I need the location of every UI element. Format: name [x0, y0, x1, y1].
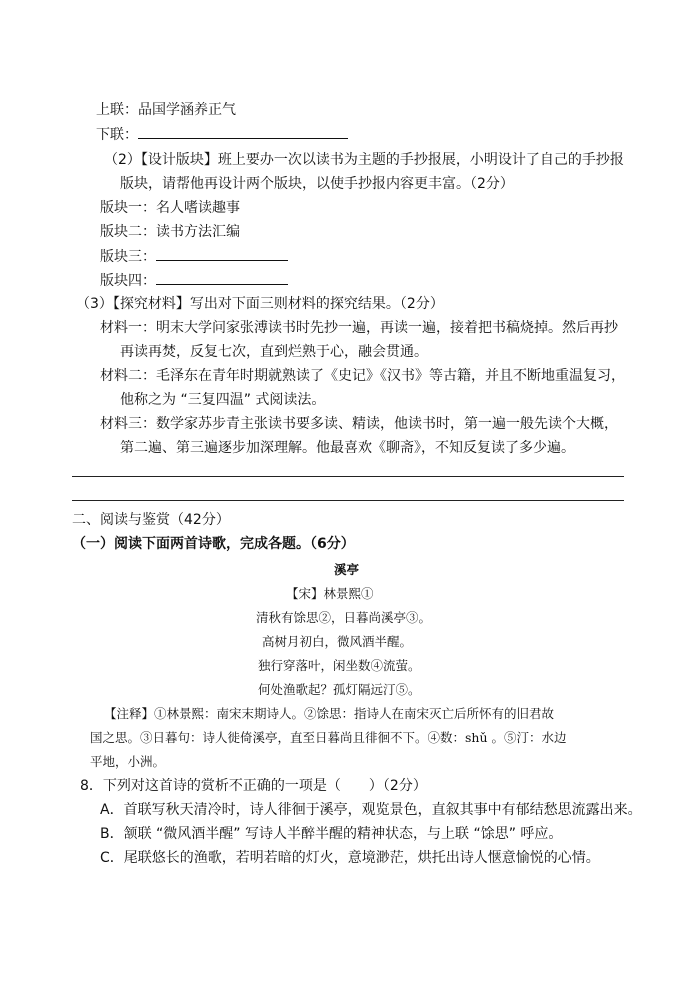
q3-heading: （3）【探究材料】写出对下面三则材料的探究结果。（2分）	[76, 296, 444, 312]
q3-material3-line1: 材料三：数学家苏步青主张读书要多读、精读，他读书时，第一遍一般先读个大概，	[100, 416, 618, 432]
poem-line-1: 清秋有馀思②，日暮尚溪亭③。	[256, 610, 432, 625]
q8-stem: 8．下列对这首诗的赏析不正确的一项是（ ）（2分）	[80, 778, 427, 794]
poem-note-line3: 平地，小洲。	[90, 754, 166, 769]
couplet-lower	[96, 124, 348, 145]
q2-line2: 版块，请帮他再设计两个版块，以使手抄报内容更丰富。（2分）	[120, 176, 514, 192]
poem-note-line2: 国之思。③日暮句：诗人徙倚溪亭，直至日暮尚且徘徊不下。④数：shǔ 。⑤汀：水边	[90, 730, 567, 745]
q2-block3-label: 版块三：	[100, 249, 156, 265]
q8-option-a[interactable]: A．首联写秋天清冷时，诗人徘徊于溪亭，观览景色，直叙其事中有郁结愁思流露出来。	[100, 802, 642, 818]
section2-title: 二、阅读与鉴赏（42分）	[72, 512, 230, 528]
q2-block4-blank[interactable]	[156, 270, 288, 285]
poem-note-line1: 【注释】①林景熙：南宋末期诗人。②馀思：指诗人在南宋灭亡后所怀有的旧君故	[104, 706, 555, 721]
q3-material2-line1: 材料二：毛泽东在青年时期就熟读了《史记》《汉书》等古籍，并且不断地重温复习，	[100, 368, 625, 384]
q2-block3-blank[interactable]	[156, 246, 288, 261]
answer-line-2[interactable]	[72, 500, 624, 501]
poem-title: 溪亭	[334, 562, 360, 577]
q3-material2-line2: 他称之为 “三复四温” 式阅读法。	[120, 392, 326, 408]
couplet-upper: 上联：品国学涵养正气	[96, 102, 236, 118]
q8-option-b[interactable]: B．颔联 “微风酒半醒” 写诗人半醉半醒的精神状态，与上联 “馀思” 呼应。	[100, 826, 563, 842]
q3-material1-line2: 再读再焚，反复七次，直到烂熟于心，融会贯通。	[120, 344, 428, 360]
q2-block1: 版块一：名人嗜读趣事	[100, 200, 240, 216]
q2-block3	[100, 246, 288, 267]
couplet-lower-label: 下联：	[96, 127, 138, 143]
q3-material1-line1: 材料一：明末大学问家张溥读书时先抄一遍，再读一遍，接着把书稿烧掉。然后再抄	[100, 320, 618, 336]
answer-line-1[interactable]	[72, 476, 624, 477]
poem-line-4: 何处渔歌起？孤灯隔远汀⑤。	[258, 682, 421, 697]
q3-material3-line2: 第二遍、第三遍逐步加深理解。他最喜欢《聊斋》，不知反复读了多少遍。	[120, 440, 575, 456]
poem-author: 【宋】林景熙①	[286, 586, 374, 601]
q2-block2: 版块二：读书方法汇编	[100, 224, 240, 240]
section2-part1-title: （一）阅读下面两首诗歌，完成各题。（6分）	[72, 536, 355, 552]
q2-block4	[100, 270, 288, 291]
poem-line-3: 独行穿落叶，闲坐数④流萤。	[258, 658, 421, 673]
poem-line-2: 高树月初白，微风酒半醒。	[262, 634, 413, 649]
q2-line1: （2）【设计版块】班上要办一次以读书为主题的手抄报展，小明设计了自己的手抄报	[104, 152, 624, 168]
couplet-lower-blank[interactable]	[138, 124, 348, 139]
q8-option-c[interactable]: C．尾联悠长的渔歌，若明若暗的灯火，意境渺茫，烘托出诗人惬意愉悦的心情。	[100, 850, 600, 866]
q2-block4-label: 版块四：	[100, 273, 156, 289]
